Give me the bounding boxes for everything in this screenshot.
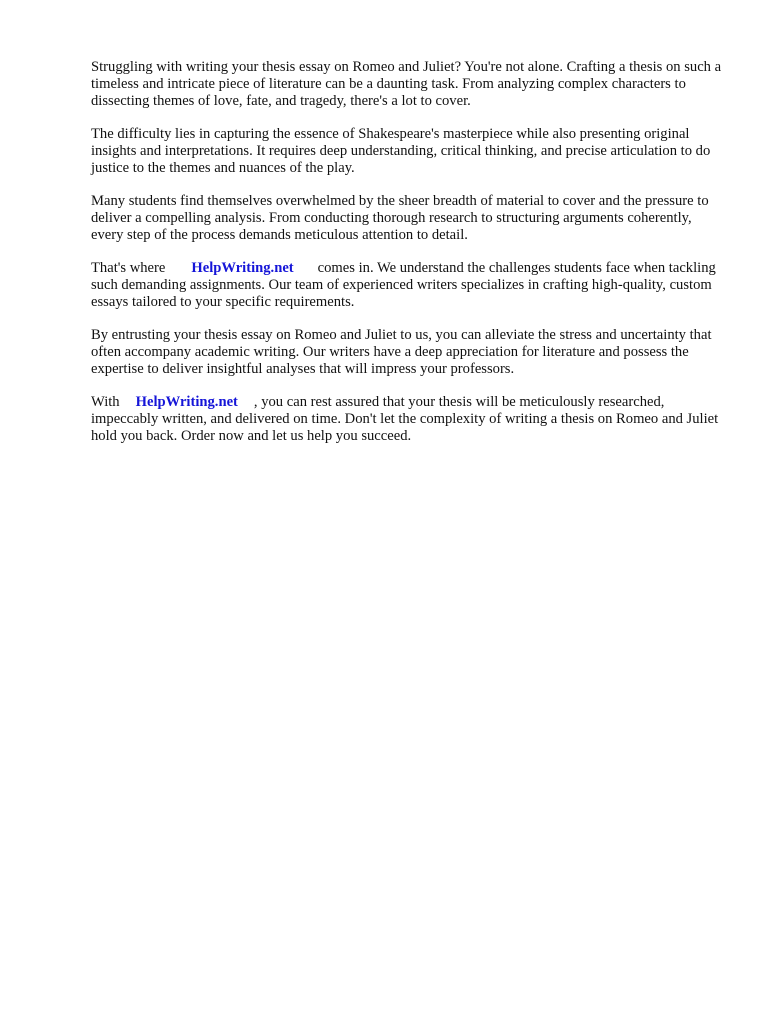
paragraph-closing-lead: With [91, 394, 120, 410]
paragraph-service-rest: comes in. We understand the challenges students face when tackling such demanding assignments. Our team of experienced writers specializes in crafting high-quality, custom essays tailored to your specific requirements. [91, 260, 716, 310]
paragraph-closing [91, 394, 723, 445]
paragraph-intro: Struggling with writing your thesis essay on Romeo and Juliet? You're not alone. Crafting a thesis on such a timeless and intricate piece of literature can be a daunting task. From analyzing complex characters to dissecting themes of love, fate, and tragedy, there's a lot to cover. [91, 59, 722, 109]
helpwriting-link-2[interactable]: HelpWriting.net [135, 394, 238, 410]
document-body [91, 59, 723, 461]
paragraph-overwhelmed: Many students find themselves overwhelmed by the sheer breadth of material to cover and the pressure to deliver a compelling analysis. From conducting thorough research to structuring arguments coherently, every step of the process demands meticulous attention to detail. [91, 193, 709, 243]
paragraph-difficulty: The difficulty lies in capturing the essence of Shakespeare's masterpiece while also presenting original insights and interpretations. It requires deep understanding, critical thinking, and precise articulation to do justice to the themes and nuances of the play. [91, 126, 711, 176]
paragraph-service [91, 260, 723, 311]
paragraph-service-lead: That's where [91, 260, 166, 276]
paragraph-closing-rest: , you can rest assured that your thesis will be meticulously researched, impeccably written, and delivered on time. Don't let the complexity of writing a thesis on Romeo and Juliet hold you back. Order now and let us help you succeed. [91, 394, 719, 444]
paragraph-entrust: By entrusting your thesis essay on Romeo and Juliet to us, you can alleviate the stress and uncertainty that often accompany academic writing. Our writers have a deep appreciation for literature and possess the expertise to deliver insightful analyses that will impress your professors. [91, 327, 712, 377]
helpwriting-link-1[interactable]: HelpWriting.net [191, 260, 294, 276]
